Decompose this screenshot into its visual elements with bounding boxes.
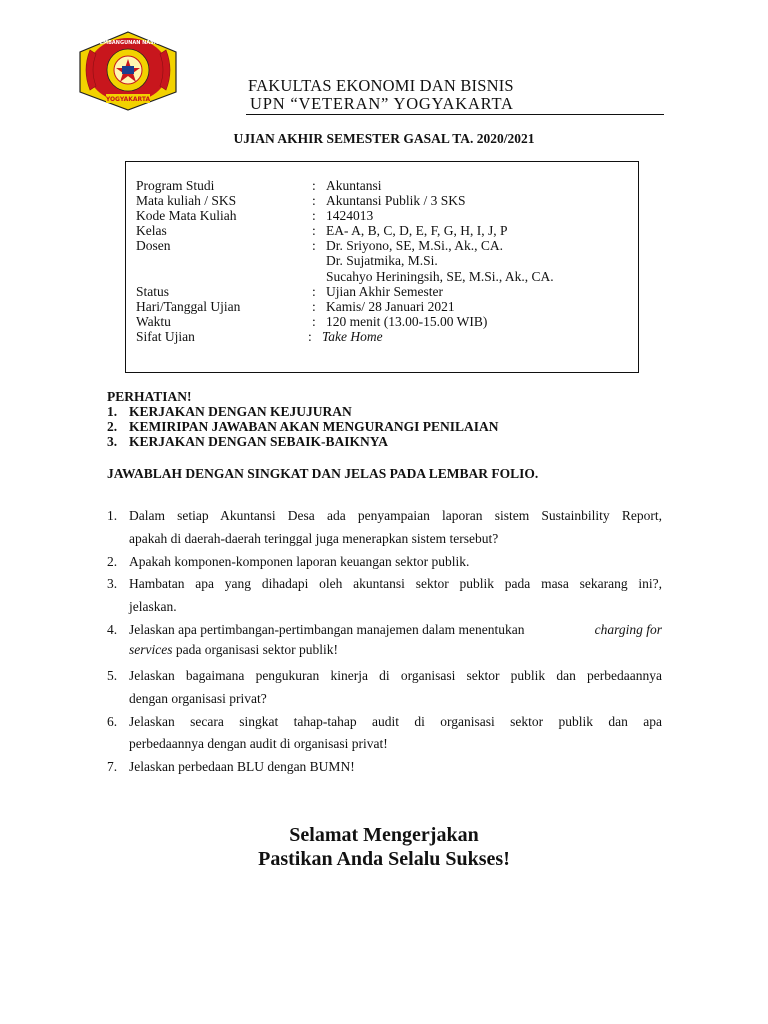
attention-title: PERHATIAN! bbox=[107, 389, 192, 404]
info-label: Hari/Tanggal Ujian bbox=[136, 299, 241, 314]
info-colon: : bbox=[312, 223, 316, 238]
info-value: Akuntansi Publik / 3 SKS bbox=[326, 193, 466, 208]
question-item bbox=[107, 714, 662, 754]
question-item bbox=[107, 576, 662, 616]
answer-instruction: JAWABLAH DENGAN SINGKAT DAN JELAS PADA LEMBAR FOLIO. bbox=[107, 466, 539, 481]
info-value: EA- A, B, C, D, E, F, G, H, I, J, P bbox=[326, 223, 508, 238]
attention-item-number: 1. bbox=[107, 404, 118, 419]
exam-title: UJIAN AKHIR SEMESTER GASAL TA. 2020/2021 bbox=[233, 131, 535, 146]
question-text-line: Jelaskan perbedaan BLU dengan BUMN! bbox=[129, 759, 355, 774]
question-number: 5. bbox=[107, 668, 118, 683]
info-colon: : bbox=[312, 178, 316, 193]
question-text-line: Apakah komponen-komponen laporan keuangan sektor publik. bbox=[129, 554, 470, 569]
question-text-line: apakah di daerah-daerah teringgal juga menerapkan sistem tersebut? bbox=[129, 531, 499, 546]
info-label: Dosen bbox=[136, 238, 171, 253]
header-divider bbox=[246, 114, 664, 115]
question-text-line bbox=[129, 622, 662, 638]
info-colon: : bbox=[312, 208, 316, 223]
info-value: 120 menit (13.00-15.00 WIB) bbox=[326, 314, 488, 329]
info-value: Sucahyo Heriningsih, SE, M.Si., Ak., CA. bbox=[326, 269, 554, 284]
university-name: UPN “VETERAN” YOGYAKARTA bbox=[250, 94, 514, 113]
info-label: Status bbox=[136, 284, 170, 299]
question-text-line: Jelaskan bagaimana pengukuran kinerja di organisasi sektor publik dan perbedaannya bbox=[129, 668, 662, 683]
university-logo-graphic bbox=[57, 30, 199, 112]
info-label: Kode Mata Kuliah bbox=[136, 208, 237, 223]
info-label: Mata kuliah / SKS bbox=[136, 193, 237, 208]
question-text-segment: Jelaskan apa pertimbangan-pertimbangan manajemen dalam menentukan bbox=[129, 622, 525, 637]
info-value: Kamis/ 28 Januari 2021 bbox=[326, 299, 455, 314]
attention-item-text: KEMIRIPAN JAWABAN AKAN MENGURANGI PENILAIAN bbox=[129, 419, 499, 434]
question-text-emphasis: services bbox=[129, 642, 173, 657]
attention-item-text: KERJAKAN DENGAN KEJUJURAN bbox=[129, 404, 352, 419]
info-value: Dr. Sriyono, SE, M.Si., Ak., CA. bbox=[326, 238, 504, 253]
attention-item-number: 2. bbox=[107, 419, 118, 434]
closing-line-2: Pastikan Anda Selalu Sukses! bbox=[258, 848, 510, 870]
question-text-emphasis: charging for bbox=[594, 622, 662, 637]
info-value: 1424013 bbox=[326, 208, 374, 223]
attention-item bbox=[107, 419, 499, 435]
question-number: 7. bbox=[107, 759, 118, 774]
question-item bbox=[107, 668, 662, 708]
info-colon: : bbox=[312, 284, 316, 299]
info-value: Akuntansi bbox=[326, 178, 382, 193]
attention-item bbox=[107, 434, 388, 450]
question-text-line: perbedaannya dengan audit di organisasi privat! bbox=[129, 736, 388, 751]
question-number: 1. bbox=[107, 508, 118, 523]
question-text-line bbox=[129, 642, 338, 658]
info-value: Take Home bbox=[322, 329, 383, 344]
info-value: Dr. Sujatmika, M.Si. bbox=[326, 253, 438, 268]
info-value: Ujian Akhir Semester bbox=[326, 284, 443, 299]
faculty-name: FAKULTAS EKONOMI DAN BISNIS bbox=[248, 76, 514, 95]
university-logo bbox=[57, 30, 199, 112]
question-item bbox=[107, 508, 662, 548]
logo-text-top: UNIVERSITAS PEMBANGUNAN NASIONAL VETERAN bbox=[57, 40, 199, 46]
question-number: 6. bbox=[107, 714, 118, 729]
question-text-line: Dalam setiap Akuntansi Desa ada penyampaian laporan sistem Sustainbility Report, bbox=[129, 508, 662, 523]
question-text-line: Jelaskan secara singkat tahap-tahap audit di organisasi sektor publik dan apa bbox=[129, 714, 662, 729]
question-number: 4. bbox=[107, 622, 118, 637]
attention-item-text: KERJAKAN DENGAN SEBAIK-BAIKNYA bbox=[129, 434, 389, 449]
closing-line-1: Selamat Mengerjakan bbox=[289, 824, 479, 846]
info-colon: : bbox=[312, 314, 316, 329]
question-item bbox=[107, 554, 662, 572]
question-text-line: jelaskan. bbox=[129, 599, 177, 614]
question-number: 2. bbox=[107, 554, 118, 569]
attention-item bbox=[107, 404, 352, 420]
info-label: Kelas bbox=[136, 223, 167, 238]
attention-item-number: 3. bbox=[107, 434, 118, 449]
info-colon: : bbox=[312, 299, 316, 314]
question-number: 3. bbox=[107, 576, 118, 591]
question-item bbox=[107, 622, 662, 662]
question-text-line: Hambatan apa yang dihadapi oleh akuntansi sektor publik pada masa sekarang ini?, bbox=[129, 576, 662, 591]
info-label: Program Studi bbox=[136, 178, 215, 193]
info-colon: : bbox=[312, 193, 316, 208]
question-item bbox=[107, 759, 662, 777]
question-text-segment: pada organisasi sektor publik! bbox=[172, 642, 338, 657]
exam-info-box bbox=[125, 161, 639, 373]
info-colon: : bbox=[312, 238, 316, 253]
info-label: Sifat Ujian bbox=[136, 329, 195, 344]
logo-text-bottom: YOGYAKARTA bbox=[105, 96, 151, 103]
question-text-line: dengan organisasi privat? bbox=[129, 691, 267, 706]
info-colon: : bbox=[308, 329, 312, 344]
info-label: Waktu bbox=[136, 314, 171, 329]
